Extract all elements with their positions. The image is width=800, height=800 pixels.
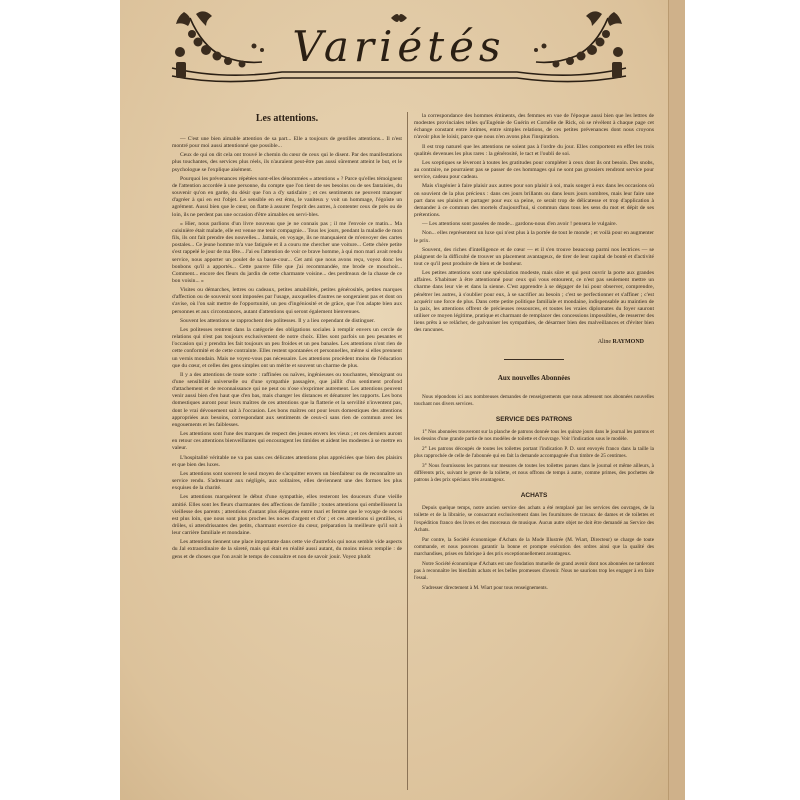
article-paragraph: Souvent les attentions se rapprochent des politesses. Il y a lieu cependant de distinguer. <box>180 317 375 324</box>
signature-name: RAYMOND <box>612 338 644 345</box>
article-paragraph: Il y a des attentions de toute sorte : raffinées ou naïves, ingénieuses ou touchantes, témoignant ou d'une sensibilité universelle ou d'une sympathie passagère, que jaillit d'un sentiment profond d'attachement et de reconnaissance qui ne peut ou n'ose s'exprimer autrement. Les attentions peuvent venir aussi bien d'en haut que d'en bas, mais changer les distances et dénaturer les rapports. Les bons domestiques auront pour leurs maîtres de ces attentions que la flatterie et la servilité n'inventent pas, dont le vrai dévouement sait à l'occasion. Les bons maîtres ont pour leurs domestiques des attentions appropriées aux besoins, correspondant aux sentiments de ceux-ci sans rien de commun avec les engouements et les faiblesses. <box>172 371 402 428</box>
article-paragraph: la correspondance des hommes éminents, des femmes en vue de l'époque aussi bien que les lettres de modestes provinciales telles qu'Eugénie de Guérin et Cornélie de Rick, où se révèlent à chaque page cet échange constant entre intimes, entre simples relations, de ces petites prévenances dont nous croyons n'avoir plus le loisir, parce que nous n'en avons plus l'inspiration. <box>414 113 654 141</box>
section-separator <box>504 359 564 360</box>
achats-paragraph: Par contre, la Société économique d'Achats de la Mode Illustrée (M. Wiart, Directeur) se charge de toute commande, et nous pouvons garantir la bonne et prompte exécution des ordres ainsi que la qualité des marchandises, prises en fabrique à des prix exceptionnellement avantageux. <box>414 536 654 557</box>
subscribers-intro: Nous répondons ici aux nombreuses demandes de renseignements que nous adressent nos abonnées nouvelles touchant nos divers services. <box>414 393 654 407</box>
service-paragraph: 1° Nos abonnées trouveront sur la planche de patrons donnée tous les quinze jours dans le journal les patrons et les dessins d'une grande partie de nos modèles de toilette et d'ouvrage. Voir l'indication sous le modèle. <box>414 428 654 442</box>
service-patrons-title: SERVICE DES PATRONS <box>495 415 573 423</box>
achats-paragraph: Notre Société économique d'Achats est une fondation mutuelle de grand avenir dont nos abonnées ne tarderont pas à reconnaître les bienfaits achats et les belles promesses d'avenir. Nous ne saurions trop les engager à en faire l'essai. <box>414 561 654 582</box>
article-paragraph: — Les attentions sont passées de mode... gardons-nous d'en avoir ! pensera le vulgaire. <box>422 221 618 228</box>
article-paragraph: Pourquoi les prévenances répétées sont-elles dénommées « attentions » ? Parce qu'elles témoignent de l'attention accordée à une personne, du compte que l'on tient de ses besoins ou de ses fantaisies, du souvenir qu'on en garde, du désir que l'on a d'y satisfaire ; et ces sentiments ne peuvent manquer d'agréer à qui en est l'objet. Le sensible en est ému, le vaniteux y voit un hommage, l'égoïste un agrément. Aussi bien que le cœur, on flatte à assurer l'esprit des autres, à contenter ceux de près ou de loin, ils ne perdent pas une occasion d'être aimables en servi-bles. <box>172 175 402 218</box>
signature-prefix: Aline <box>597 338 612 345</box>
article-paragraph: Les attentions tiennent une place importante dans cette vie d'autrefois qui nous semble vide aspects du Jal extraordinaire de la sûreté, mais qui était en réalité aussi autant, du moins mieux remplie : de gens et de choses que l'on avait le temps de connaître et non de savoir jouir. Voyez plutôt <box>172 539 402 560</box>
article-paragraph: Les petites attentions sont une spéculation modeste, mais sûre et qui peut ouvrir la porte aux grandes affaires. S'habituer à être attentionné pour ceux qui vous entourent, ce n'est pas seulement mettre un charme dans leur vie et dans la sienne. C'est apprendre à se dégager de lui pour observer, comprendre, pénétrer les autres, à s'oublier pour eux, à se sacrifier au besoin ; c'est se perfectionner et s'affiner ; c'est acquérir une force de plus. Dans cette petite politique familiale et mondaine, indispensable au maintien de la paix, les attentions offrent de précieuses ressources, et toutes les vraies diplomates du foyer sauront utiliser ce moyen légitime, pratique et charmant de remplacer des concessions impossibles, de resserrer des liens prêts à se relâcher, de galvaniser les sympathies, de désarmer bien des malveillances et d'éviter bien des rancunes. <box>414 270 654 334</box>
service-paragraph: 3° Nous fournissons les patrons sur mesures de toutes les toilettes parues dans le journal et même ailleurs, à différents prix, suivant le genre de la toilette, et nous offrons de temps à autre, comme primes, des pochettes de patrons à des prix spéciaux très avantageux. <box>414 463 654 484</box>
page-edge <box>668 0 685 800</box>
article-paragraph: — C'est une bien aimable attention de sa part... Elle a toujours de gentilles attentions... Il n'est montré pour moi aussi attentionné que possible... <box>172 136 402 150</box>
article-paragraph: Visites ou démarches, lettres ou cadeaux, petites amabilités, petites générosités, petites marques d'affection ou de souvenir sont imposées par l'usage, auxquelles d'autres ne songeraient pas et dont on s'avise, où l'on sait mettre de l'opportunité, un peu d'ingéniosité et de grâce, que l'on adapte bien aux personnes et aux circonstances, autant d'attentions qui seront également bienvenues. <box>172 287 402 315</box>
article-paragraph: Mais s'ingénier à faire plaisir aux autres pour son plaisir à soi, mais songer à eux dans les occasions où on souvient de la plus précieux : dans ces jours brillants ou dans leurs jours sombres, mais leur faire une part dans ses plaisirs et partager pour eux sa peine, ce serait trop de délicatesse et trop d'application à demander à ce commun des mortels d'aujourd'hui, si commun dans tous les sens du mot et dépit de ses prétentions. <box>414 183 654 219</box>
article-paragraph: Les politesses rentrent dans la catégorie des obligations sociales à remplir envers un cercle de relations qui n'est pas toujours exclusivement de notre choix. Elles sont parfois un peu pesantes et l'occasion qui y prendra les fait toujours un peu froides et un peu banales. Les attentions n'ont rien de cette conformité et de cette contrainte. Elles restent spontanées et personnelles, même si elles prennent un vernis mondain. Mais ne voyez-vous pas nécessaire. Les attentions procèdent moins de l'éducation que du cœur, et celles des gens simples ont un mérite et souvent un charme de plus. <box>172 326 402 369</box>
article-paragraph: « Hier, nous parlions d'un livre nouveau que je ne connais pas ; il me l'envoie ce matin... Ma cuisinière était malade, elle est venue me tenir compagnie... Tous les jours, pendant la maladie de mon fils, ils ont fait prendre des nouvelles... Jamais, en voyage, ils ne manquaient de m'envoyer des cartes postales... Ce jeune homme m'a vue fatiguée et il a couru me chercher une voiture... Cette chère petite s'est rappelé le jour de ma fête... J'ai eu l'attention de voir ce brave homme, à qui mon mari avait rendu service, nous apporter un poulet de sa basse-cour... Cet ami que nous avons reçu, voyez donc les bonbons qu'il a apportés... Cette pauvre fille que j'ai recommandée, me brode ce mouchoir... Comment... encore des fleurs du jardin de cette charmante voisine... des perdreaux de la chasse de ce bon voisin... » <box>172 220 402 284</box>
article-paragraph: Les attentions sont souvent le seul moyen de s'acquitter envers un bienfaiteur ou de reconnaître un service rendu. S'adressant aux négligés, aux solitaires, elles deviennent une des formes les plus exquises de la charité. <box>172 470 402 492</box>
article-paragraph: Il est trop naturel que les attentions ne soient pas à l'ordre du jour. Elles comportent en effet les trois qualités devenues les plus rares : la générosité, le tact et l'oubli de soi. <box>414 143 654 157</box>
achats-paragraph: S'adresser directement à M. Wiart pour tous renseignements. <box>422 585 548 592</box>
achats-paragraph: Depuis quelque temps, notre ancien service des achats a été remplacé par les services des ouvrages, de la toilette et de la librairie, se consacrant exclusivement dans les fournitures de travaux de dames et de toilettes et l'expédition franco des livres et des morceaux de musique. Aucun autre objet ne doit être demandé au Service des Achats. <box>414 505 654 533</box>
center-bow-icon <box>391 14 407 22</box>
article-paragraph: Les attentions marquèrent le début d'une sympathie, elles resteront les douceurs d'une vieille amitié. Elles sont les fleurs charmantes des affections de famille ; toutes attentions qui embellissent la vieillesse des parents ; attentions d'autant plus élégantes entre mari et femme que le voyage de noces est plus loin, que nous sont plus proches les noces d'argent et d'or ; et ces attentions si gentilles, si drôles, si attendrissantes des petits, charmant exercice du cœur, préparation la meilleure qu'il soit à leur carrière familiale et mondaine. <box>172 494 402 537</box>
column-divider <box>407 112 408 790</box>
section-title: Variétés <box>292 22 506 71</box>
service-paragraph: 2° Les patrons découpés de toutes les toilettes portant l'indication P. D. sont envoyés franco dans la taille la plus rapprochée de celle de l'abonnée qui en fait la demande accompagnée d'un timbre de 25 centimes. <box>414 445 654 459</box>
subscribers-title: Aux nouvelles Abonnées <box>497 373 571 382</box>
article-column-right <box>414 113 654 595</box>
article-paragraph: L'hospitalité véritable ne va pas sans ces délicates attentions plus appréciées que bien des plaisirs et que bien des luxes. <box>172 454 402 468</box>
article-paragraph: Non... elles représentent un luxe qui n'est plus à la portée de tout le monde ; et voilà pour en augmenter le prix. <box>414 230 654 244</box>
article-column-left <box>172 113 402 563</box>
article-signature <box>414 339 644 345</box>
article-paragraph: Les attentions sont l'une des marques de respect des jeunes envers les vieux ; et ces derniers auront en retour ces attentions bienveillantes qui encouragent les timides et aident les modestes à se mettre en valeur. <box>172 431 402 452</box>
article-title: Les attentions. <box>255 113 319 124</box>
header-banner <box>162 6 636 86</box>
article-paragraph: Les sceptiques se lèveront à toutes les gratitudes pour compléter à ceux dont ils ont besoin. Des snobs, au contraire, ne pourraient pas se passer de ces hommages qui ne sont pas grossiers rendront service pour service, cadeau pour cadeau. <box>414 159 654 181</box>
achats-title: ACHATS <box>520 492 548 500</box>
article-paragraph: Souvent, des riches d'intelligence et de cœur — et il s'en trouve beaucoup parmi nos lectrices — se plaignent de la difficulté de trouver un placement avantageux, de tirer de leur capital de bonté et d'activité tout ce qu'il peut produire de bien et de bonheur. <box>414 246 654 267</box>
article-paragraph: Ceux de qui on dit cela ont trouvé le chemin du cœur de ceux qui le disent. Par des manifestations plus touchantes, des services plus réels, ils n'auraient peut-être pas aussi sûrement atteint le but, et le psychologue se l'explique aisément. <box>172 152 402 173</box>
